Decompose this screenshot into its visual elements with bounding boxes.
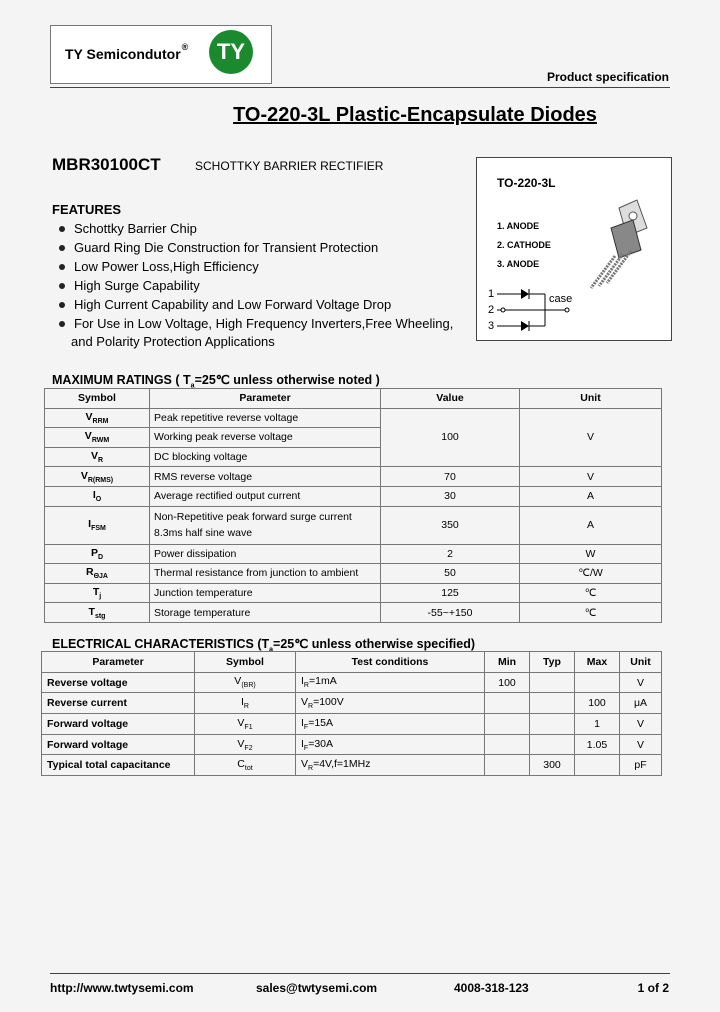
column-header: Parameter <box>42 652 195 673</box>
table-row <box>45 544 662 564</box>
parameter-cell: Forward voltage <box>42 714 195 735</box>
table-row <box>45 583 662 603</box>
table-row <box>42 755 662 776</box>
product-specification-label: Product specification <box>546 70 669 84</box>
table-row <box>42 714 662 735</box>
condition-cell: $I_F=30A$ <box>296 734 485 755</box>
min-cell <box>485 734 530 755</box>
parameter-cell: Non-Repetitive peak forward surge current 8.3ms half sine wave <box>150 506 381 544</box>
table-header-row <box>45 389 662 409</box>
max-ratings-table <box>44 388 662 623</box>
symbol-cell: $V_{RRM}$ <box>45 408 150 428</box>
parameter-cell: Working peak reverse voltage <box>150 428 381 448</box>
unit-cell: μA <box>620 693 662 714</box>
parameter-cell: RMS reverse voltage <box>150 467 381 487</box>
typ-cell <box>530 734 575 755</box>
parameter-cell: Average rectified output current <box>150 486 381 506</box>
parameter-cell: Reverse current <box>42 693 195 714</box>
table-row <box>42 672 662 693</box>
schematic-pin-3: 3 <box>488 320 495 332</box>
typ-cell <box>530 714 575 735</box>
feature-item: Low Power Loss,High Efficiency <box>74 259 259 274</box>
table-row <box>45 603 662 623</box>
features-heading: FEATURES <box>52 202 122 217</box>
value-cell: 30 <box>381 486 520 506</box>
min-cell <box>485 693 530 714</box>
max-cell: 1.05 <box>575 734 620 755</box>
page-number: 1 of 2 <box>637 981 669 995</box>
value-cell: 70 <box>381 467 520 487</box>
condition-cell: $I_R=1mA$ <box>296 672 485 693</box>
table-row <box>45 506 662 544</box>
column-header: Parameter <box>150 389 381 409</box>
document-title: TO-220-3L Plastic-Encapsulate Diodes <box>233 104 597 126</box>
symbol-cell: $V_{F1}$ <box>195 714 296 735</box>
max-cell: 1 <box>575 714 620 735</box>
bullet-icon <box>59 283 65 289</box>
value-cell: 350 <box>381 506 520 544</box>
column-header: Symbol <box>45 389 150 409</box>
min-cell <box>485 714 530 735</box>
min-cell: 100 <box>485 672 530 693</box>
footer-website-link[interactable]: http://www.twtysemi.com <box>50 981 194 995</box>
unit-cell: A <box>520 506 662 544</box>
column-header: Value <box>381 389 520 409</box>
unit-cell: V <box>520 408 662 467</box>
symbol-cell: $P_D$ <box>45 544 150 564</box>
footer-email-link[interactable]: sales@twtysemi.com <box>256 981 378 995</box>
condition-cell: $V_R=100V$ <box>296 693 485 714</box>
typ-cell <box>530 693 575 714</box>
column-header: Typ <box>530 652 575 673</box>
column-header: Unit <box>520 389 662 409</box>
parameter-cell: Storage temperature <box>150 603 381 623</box>
electrical-characteristics-table <box>41 651 662 776</box>
column-header: Symbol <box>195 652 296 673</box>
feature-item: Schottky Barrier Chip <box>74 221 197 236</box>
parameter-cell: Peak repetitive reverse voltage <box>150 408 381 428</box>
bullet-icon <box>59 321 65 327</box>
symbol-cell: $T_j$ <box>45 583 150 603</box>
table-row <box>42 693 662 714</box>
value-cell: 2 <box>381 544 520 564</box>
package-diagram-box <box>476 157 672 341</box>
parameter-cell: Power dissipation <box>150 544 381 564</box>
unit-cell: V <box>620 714 662 735</box>
column-header: Test conditions <box>296 652 485 673</box>
company-name: TY Semicondutor® <box>65 42 189 62</box>
symbol-cell: $I_O$ <box>45 486 150 506</box>
condition-cell: $I_F=15A$ <box>296 714 485 735</box>
bullet-icon <box>59 302 65 308</box>
feature-item: High Current Capability and Low Forward Voltage Drop <box>74 297 391 312</box>
bullet-icon <box>59 264 65 270</box>
feature-item: Guard Ring Die Construction for Transient Protection <box>74 240 378 255</box>
unit-cell: V <box>520 467 662 487</box>
company-logo <box>50 25 272 84</box>
max-cell: 100 <box>575 693 620 714</box>
condition-cell: $V_R=4V,f=1MHz$ <box>296 755 485 776</box>
typ-cell <box>530 672 575 693</box>
symbol-cell: $R_{\Theta JA}$ <box>45 564 150 584</box>
symbol-cell: $V_{R(RMS)}$ <box>45 467 150 487</box>
to220-package-icon <box>571 188 671 298</box>
parameter-cell: DC blocking voltage <box>150 447 381 467</box>
table-row <box>45 408 662 428</box>
unit-cell: ℃ <box>520 583 662 603</box>
table-row <box>45 564 662 584</box>
unit-cell: V <box>620 734 662 755</box>
table-row <box>42 734 662 755</box>
parameter-cell: Forward voltage <box>42 734 195 755</box>
parameter-cell: Typical total capacitance <box>42 755 195 776</box>
footer-rule <box>50 973 670 974</box>
schematic-pin-1: 1 <box>488 288 495 300</box>
symbol-cell: $T_{stg}$ <box>45 603 150 623</box>
unit-cell: V <box>620 672 662 693</box>
unit-cell: ℃/W <box>520 564 662 584</box>
package-title: TO-220-3L <box>497 176 556 190</box>
device-type: SCHOTTKY BARRIER RECTIFIER <box>195 159 384 173</box>
bullet-icon <box>59 226 65 232</box>
value-cell: 50 <box>381 564 520 584</box>
value-cell: -55~+150 <box>381 603 520 623</box>
feature-item: For Use in Low Voltage, High Frequency Inverters,Free Wheeling, <box>74 316 453 331</box>
diode-schematic-icon <box>497 286 597 331</box>
footer-phone: 4008-318-123 <box>454 981 529 995</box>
column-header: Max <box>575 652 620 673</box>
symbol-cell: $V_{(BR)}$ <box>195 672 296 693</box>
column-header: Unit <box>620 652 662 673</box>
column-header: Min <box>485 652 530 673</box>
case-label: case <box>549 293 573 305</box>
symbol-cell: $V_R$ <box>45 447 150 467</box>
pin-label: 3. ANODE <box>497 259 540 269</box>
logo-mark: TY <box>209 30 253 74</box>
unit-cell: pF <box>620 755 662 776</box>
symbol-cell: $I_R$ <box>195 693 296 714</box>
unit-cell: A <box>520 486 662 506</box>
unit-cell: W <box>520 544 662 564</box>
parameter-cell: Junction temperature <box>150 583 381 603</box>
max-ratings-heading: MAXIMUM RATINGS ( $T_a=25℃$ unless otherwise noted ) <box>52 373 380 390</box>
max-cell <box>575 672 620 693</box>
min-cell <box>485 755 530 776</box>
parameter-cell: Reverse voltage <box>42 672 195 693</box>
schematic-pin-2: 2 <box>488 304 495 316</box>
bullet-icon <box>59 245 65 251</box>
electrical-heading: ELECTRICAL CHARACTERISTICS ($T_a=25℃$ unless otherwise specified) <box>52 637 476 654</box>
registered-mark: ® <box>181 42 189 52</box>
value-cell: 125 <box>381 583 520 603</box>
symbol-cell: $V_{F2}$ <box>195 734 296 755</box>
table-row <box>45 486 662 506</box>
unit-cell: ℃ <box>520 603 662 623</box>
feature-continuation: and Polarity Protection Applications <box>71 334 275 349</box>
symbol-cell: $V_{RWM}$ <box>45 428 150 448</box>
header-rule <box>50 87 670 88</box>
table-header-row <box>42 652 662 673</box>
table-row <box>45 467 662 487</box>
pin-label: 1. ANODE <box>497 221 540 231</box>
part-number: MBR30100CT <box>52 155 161 174</box>
symbol-cell: $I_{FSM}$ <box>45 506 150 544</box>
pin-label: 2. CATHODE <box>497 240 551 250</box>
typ-cell: 300 <box>530 755 575 776</box>
parameter-cell: Thermal resistance from junction to ambient <box>150 564 381 584</box>
max-cell <box>575 755 620 776</box>
value-cell: 100 <box>381 408 520 467</box>
symbol-cell: $C_{tot}$ <box>195 755 296 776</box>
feature-item: High Surge Capability <box>74 278 200 293</box>
